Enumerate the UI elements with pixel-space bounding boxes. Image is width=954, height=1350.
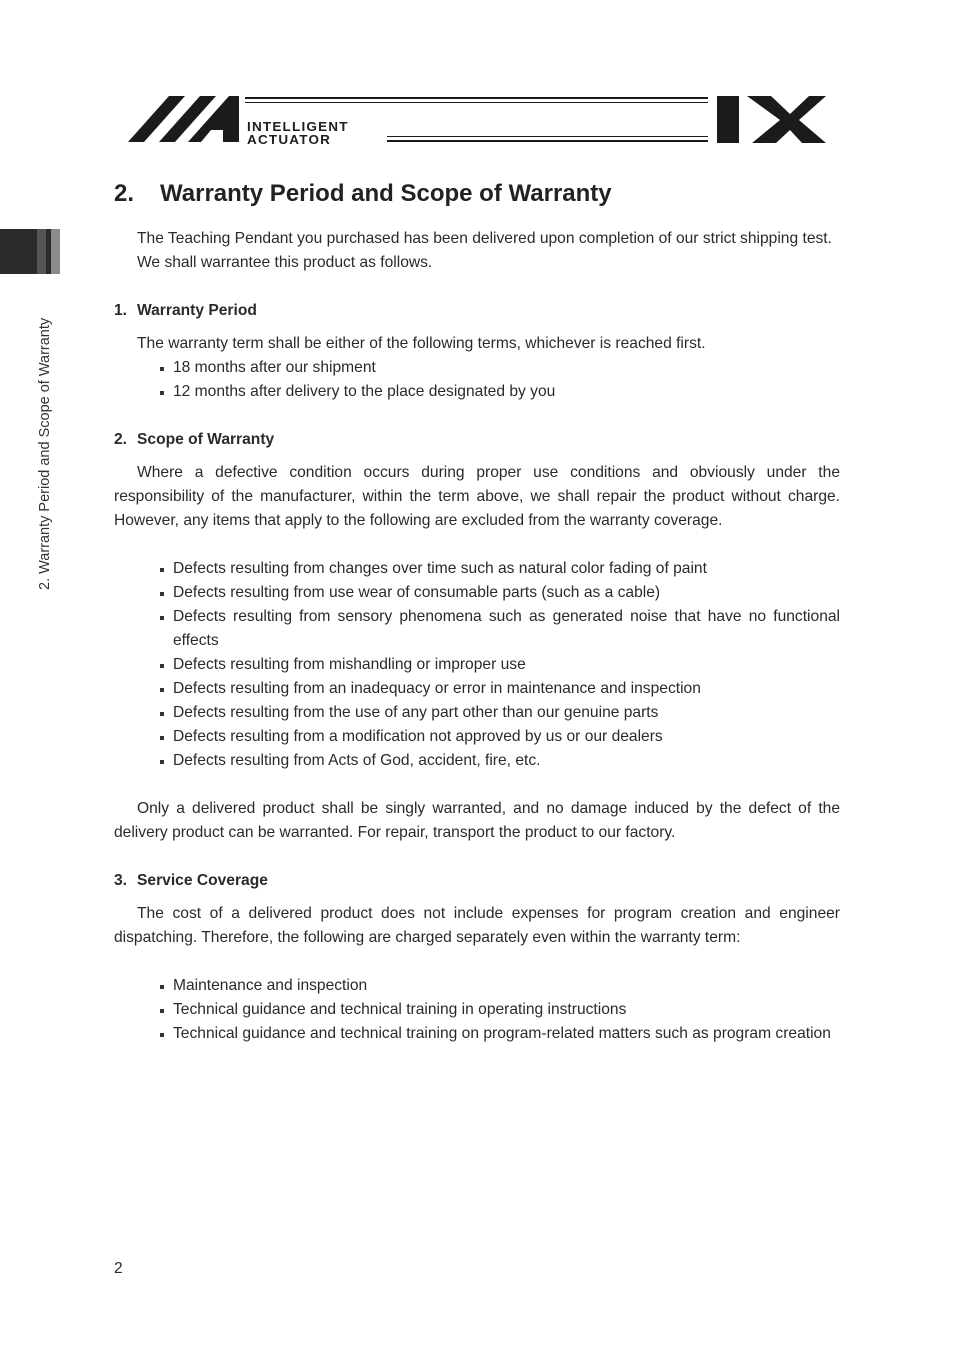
section-paragraph: Where a defective condition occurs during proper use conditions and obviously under the responsibility of the manufacturer, within the term above, we shall repair the product without charge. However, any items that apply to the following are excluded from the warranty coverage.	[114, 464, 840, 529]
page-title	[114, 180, 612, 208]
list-item: Defects resulting from use wear of consumable parts (such as a cable)	[173, 581, 840, 605]
section-heading-warranty-period	[114, 299, 840, 323]
intro-paragraph-1: The Teaching Pendant you purchased has been delivered upon completion of our strict shipping test.	[137, 230, 832, 247]
logo-text-line1: INTELLIGENT	[247, 119, 349, 134]
list-item: 18 months after our shipment	[173, 356, 840, 380]
title-number: 2.	[114, 180, 135, 207]
intro-paragraph-2: We shall warrantee this product as follows.	[137, 254, 433, 271]
section-heading-scope-of-warranty	[114, 428, 840, 452]
list-item: Defects resulting from Acts of God, accident, fire, etc.	[173, 749, 840, 773]
section-title: Service Coverage	[137, 872, 268, 889]
list-item: Maintenance and inspection	[173, 974, 840, 998]
page-number: 2	[114, 1260, 123, 1277]
section-number: 2.	[114, 431, 128, 448]
bullet-list	[114, 557, 840, 773]
section-paragraph: The warranty term shall be either of the following terms, whichever is reached first.	[137, 335, 706, 352]
section-number: 1.	[114, 302, 128, 319]
section-closing-paragraph: Only a delivered product shall be singly warranted, and no damage induced by the defect of the delivery product can be warranted. For repair, transport the product to our factory.	[114, 800, 840, 841]
chapter-tab-marker	[0, 229, 60, 274]
bullet-list	[114, 356, 840, 404]
list-item: 12 months after delivery to the place designated by you	[173, 380, 840, 404]
list-item: Defects resulting from a modification not approved by us or our dealers	[173, 725, 840, 749]
section-number: 3.	[114, 872, 128, 889]
list-item: Defects resulting from an inadequacy or error in maintenance and inspection	[173, 677, 840, 701]
title-text: Warranty Period and Scope of Warranty	[160, 180, 612, 207]
list-item: Defects resulting from changes over time such as natural color fading of paint	[173, 557, 840, 581]
list-item: Defects resulting from mishandling or improper use	[173, 653, 840, 677]
bullet-list	[114, 974, 840, 1046]
main-content	[114, 227, 840, 1046]
logo-text-line2: ACTUATOR	[247, 132, 332, 147]
list-item: Technical guidance and technical training on program-related matters such as program creation	[173, 1022, 840, 1046]
section-heading-service-coverage	[114, 869, 840, 893]
list-item: Defects resulting from sensory phenomena such as generated noise that have no functional effects	[173, 605, 840, 653]
list-item: Defects resulting from the use of any part other than our genuine parts	[173, 701, 840, 725]
side-chapter-label: 2. Warranty Period and Scope of Warranty	[37, 317, 53, 590]
section-title: Warranty Period	[137, 302, 257, 319]
section-paragraph: The cost of a delivered product does not include expenses for program creation and engineer dispatching. Therefore, the following are charged separately even within the warranty term:	[114, 905, 840, 946]
list-item: Technical guidance and technical training in operating instructions	[173, 998, 840, 1022]
section-title: Scope of Warranty	[137, 431, 275, 448]
intelligent-actuator-logo	[125, 94, 830, 146]
